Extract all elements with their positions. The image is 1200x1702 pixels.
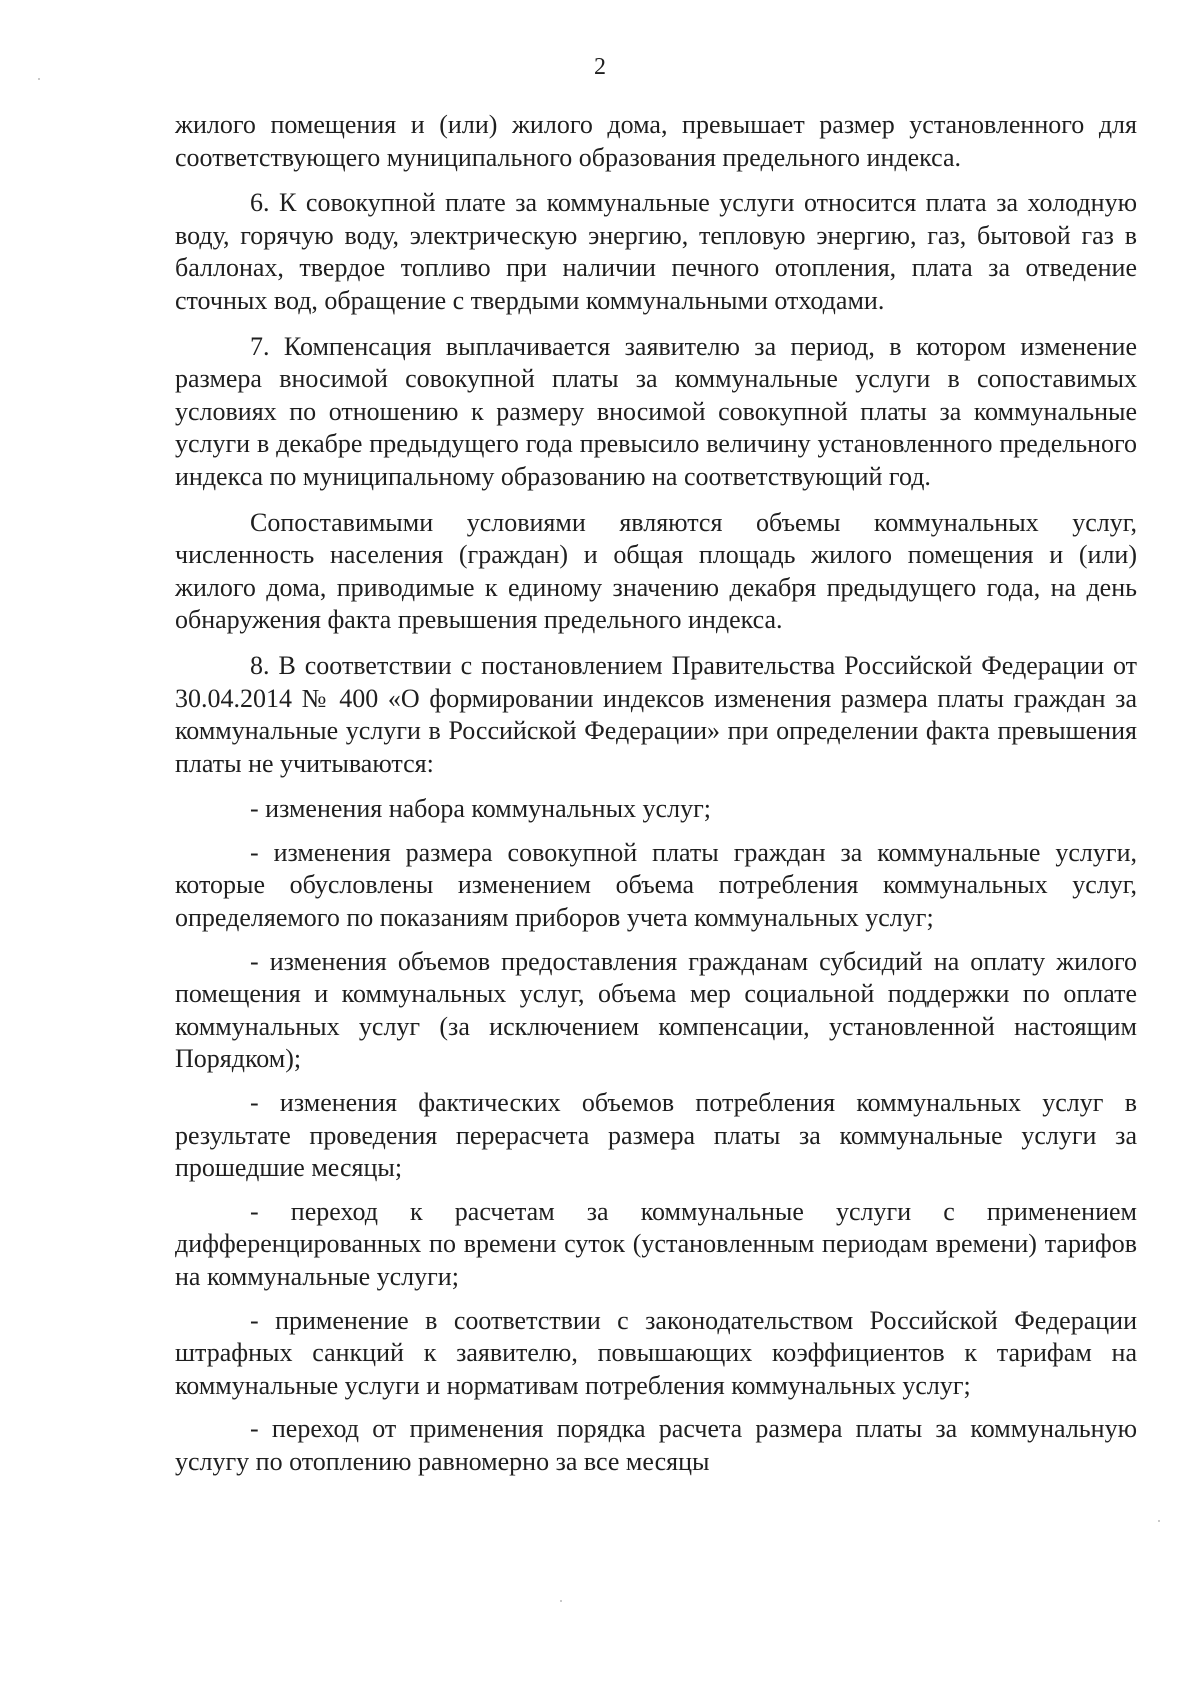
list-item: - изменения набора коммунальных услуг;	[250, 794, 711, 824]
scan-speck	[38, 78, 40, 80]
scan-speck	[1158, 1520, 1160, 1522]
list-item: - переход к расчетам за коммунальные услуги с применением дифференцированных по времени суток (установленным периодам времени) тарифов на коммунальные услуги;	[175, 1196, 1137, 1291]
paragraph-item-8: 8. В соответствии с постановлением Правительства Российской Федерации от 30.04.2014 № 400 «О формировании индексов изменения размера платы граждан за коммунальные услуги в Российской Федерации» при определении факта превышения платы не учитываются:	[175, 650, 1137, 778]
scan-speck	[560, 1600, 562, 1602]
list-item: - переход от применения порядка расчета размера платы за коммунальную услугу по отоплению равномерно за все месяцы	[175, 1414, 1137, 1476]
page-number: 2	[594, 54, 606, 80]
list-item: - применение в соответствии с законодательством Российской Федерации штрафных санкций к заявителю, повышающих коэффициентов к тарифам на коммунальные услуги и нормативам потребления коммунальных услуг;	[175, 1305, 1137, 1400]
list-item: - изменения размера совокупной платы граждан за коммунальные услуги, которые обусловлены изменением объема потребления коммунальных услуг, определяемого по показаниям приборов учета коммунальных услуг;	[175, 837, 1137, 933]
list-item: - изменения фактических объемов потребления коммунальных услуг в результате проведения перерасчета размера платы за коммунальные услуги за прошедшие месяцы;	[175, 1088, 1137, 1183]
document-body	[175, 109, 1137, 1479]
paragraph-comparable-conditions: Сопоставимыми условиями являются объемы коммунальных услуг, численность населения (граждан) и общая площадь жилого помещения и (или) жилого дома, приводимые к единому значению декабря предыдущего года, на день обнаружения факта превышения предельного индекса.	[175, 507, 1137, 635]
list-item: - изменения объемов предоставления гражданам субсидий на оплату жилого помещения и коммунальных услуг, объема мер социальной поддержки по оплате коммунальных услуг (за исключением компенсации, установленной настоящим Порядком);	[175, 946, 1137, 1074]
paragraph-item-6: 6. К совокупной плате за коммунальные услуги относится плата за холодную воду, горячую воду, электрическую энергию, тепловую энергию, газ, бытовой газ в баллонах, твердое топливо при наличии печного отопления, плата за отведение сточных вод, обращение с твердыми коммунальными отходами.	[175, 188, 1137, 315]
paragraph-item-7: 7. Компенсация выплачивается заявителю за период, в котором изменение размера вносимой совокупной платы за коммунальные услуги в сопоставимых условиях по отношению к размеру вносимой совокупной платы за коммунальные услуги в декабре предыдущего года превысило величину установленного предельного индекса по муниципальному образованию на соответствующий год.	[175, 331, 1137, 491]
paragraph-continuation: жилого помещения и (или) жилого дома, превышает размер установленного для соответствующего муниципального образования предельного индекса.	[175, 110, 1137, 172]
